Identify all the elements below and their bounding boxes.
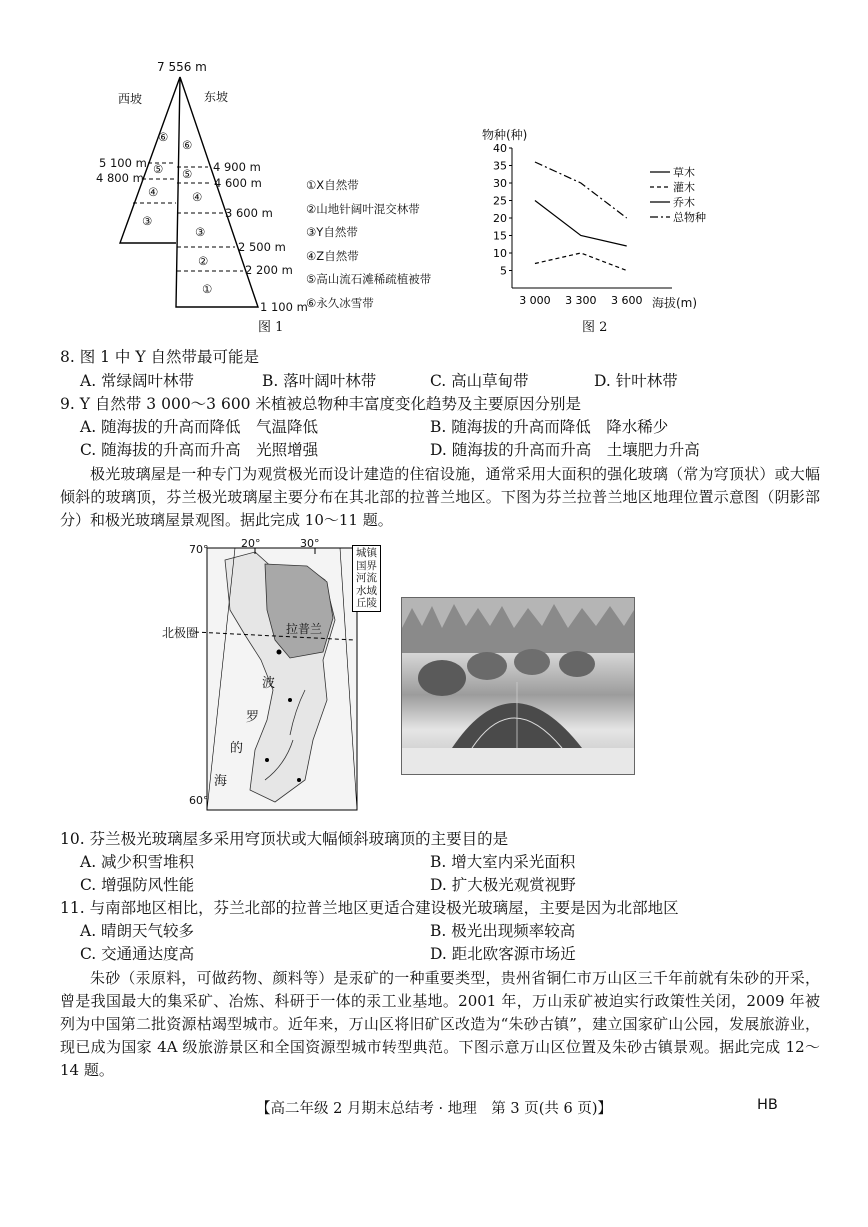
zone-mark: ④	[148, 185, 159, 199]
legend-item: 河流	[356, 572, 377, 584]
east-height-label: 3 600 m	[225, 206, 273, 220]
x-tick-label: 3 300	[565, 294, 597, 307]
legend-label: 草木	[673, 166, 695, 179]
q11-stem: 11. 与南部地区相比，芬兰北部的拉普兰地区更适合建设极光玻璃屋，主要是因为北部地区	[60, 899, 679, 917]
west-slope-label: 西坡	[118, 92, 143, 106]
lat-70: 70°	[189, 543, 209, 556]
map-legend	[352, 545, 381, 612]
zone-mark: ④	[192, 190, 203, 204]
footer-text: 【高二年级 2 月期末总结考 · 地理 第 3 页(共 6 页)】	[256, 1101, 612, 1117]
q8-option: A. 常绿阔叶林带	[80, 372, 195, 390]
y-tick-label: 10	[493, 247, 507, 260]
zone-mark: ⑤	[182, 167, 193, 181]
legend-item: ③Y自然带	[306, 225, 358, 239]
q9-option: C. 随海拔的升高而升高 光照增强	[80, 441, 319, 459]
q8-option: D. 针叶林带	[594, 372, 678, 390]
zone-mark: ⑤	[153, 162, 164, 176]
legend-item: 水域	[356, 584, 377, 597]
legend-item: ④Z自然带	[306, 248, 359, 263]
fig2-caption: 图 2	[582, 320, 608, 335]
chart-xlabel: 海拔(m)	[652, 296, 698, 310]
y-tick-label: 30	[493, 177, 507, 190]
y-tick-label: 40	[493, 142, 507, 155]
legend-item: 丘陵	[356, 597, 377, 609]
east-height-label: 2 500 m	[238, 240, 286, 254]
series-line-总物种	[535, 162, 627, 218]
igloo-illustration	[402, 598, 634, 774]
q10-option: B. 增大室内采光面积	[430, 853, 576, 871]
legend-item: ①X自然带	[306, 178, 359, 192]
footer-code: HB	[757, 1097, 778, 1113]
east-height-label: 1 100 m	[260, 300, 308, 314]
west-height-label: 5 100 m	[99, 156, 147, 170]
east-height-label: 2 200 m	[245, 263, 293, 277]
series-line-灌木	[535, 253, 627, 271]
glass-igloo-photo	[401, 597, 635, 775]
q11-option: B. 极光出现频率较高	[430, 922, 576, 940]
east-height-label: 4 900 m	[213, 160, 261, 174]
q9-option: D. 随海拔的升高而升高 土壤肥力升高	[430, 441, 700, 459]
y-tick-label: 20	[493, 212, 507, 225]
zone-mark: ①	[202, 282, 213, 296]
legend-item: ⑤高山流石滩稀疏植被带	[306, 272, 432, 286]
q9-stem: 9. Y 自然带 3 000～3 600 米植被总物种丰富度变化趋势及主要原因分别是	[60, 395, 581, 413]
zone-mark: ②	[198, 254, 209, 268]
legend-label: 乔木	[673, 196, 695, 209]
x-tick-label: 3 000	[519, 294, 551, 307]
y-tick-label: 35	[493, 159, 507, 173]
fig1-caption: 图 1	[258, 320, 284, 335]
q10-option: A. 减少积雪堆积	[80, 853, 195, 871]
chart-ylabel: 物种(种)	[482, 128, 528, 142]
q9-option: B. 随海拔的升高而降低 降水稀少	[430, 418, 669, 436]
lon-30: 30°	[300, 537, 320, 550]
q10-option: D. 扩大极光观赏视野	[430, 876, 576, 894]
sea-char: 海	[214, 774, 228, 789]
y-tick-label: 5	[500, 264, 507, 278]
sea-char: 的	[230, 741, 244, 756]
passage-cinnabar: 朱砂（汞原料，可做药物、颜料等）是汞矿的一种重要类型，贵州省铜仁市万山区三千年前就有朱砂的开采，曾是我国最大的集采矿、冶炼、科研于一体的汞工业基地。2001 年，万山汞矿被迫实行政策性关闭，2009 年被列为中国第二批资源枯竭型城市。近年来，万山区将旧矿区改造为“朱砂古镇”，建立国家矿山公园，发展旅游业，现已成为国家 4A 级旅游景区和全国资源型城市转型典范。下图示意万山区位置及朱砂古镇景观。据此完成 12～14 题。	[60, 969, 820, 1079]
q8-option: C. 高山草甸带	[430, 372, 529, 390]
legend-label: 总物种	[673, 211, 706, 224]
series-line-草木	[535, 201, 627, 247]
legend-item: 国界	[356, 559, 377, 572]
q8-option: B. 落叶阔叶林带	[262, 372, 377, 390]
legend-label: 灌木	[673, 181, 695, 194]
q11-option: D. 距北欧客源市场近	[430, 945, 576, 963]
zone-mark: ⑥	[182, 138, 193, 152]
legend-item: ②山地针阔叶混交林带	[306, 201, 420, 216]
y-tick-label: 25	[493, 194, 507, 208]
zone-mark: ③	[195, 225, 206, 239]
lon-20: 20°	[241, 537, 261, 550]
arctic-circle-label: 北极圈	[162, 626, 199, 640]
east-slope-label: 东坡	[204, 90, 229, 104]
q10-stem: 10. 芬兰极光玻璃屋多采用穹顶状或大幅倾斜玻璃顶的主要目的是	[60, 830, 509, 848]
q9-option: A. 随海拔的升高而降低 气温降低	[80, 418, 319, 436]
q11-option: A. 晴朗天气较多	[80, 922, 195, 940]
legend-item: ⑥永久冰雪带	[306, 295, 374, 310]
q10-option: C. 增强防风性能	[80, 876, 195, 894]
x-tick-label: 3 600	[610, 294, 643, 307]
q8-stem: 8. 图 1 中 Y 自然带最可能是	[60, 348, 260, 366]
fig1-legend	[306, 174, 431, 315]
species-line-chart	[480, 140, 710, 315]
legend-item: 城镇	[356, 547, 377, 559]
west-height-label: 4 800 m	[96, 171, 144, 185]
y-tick-label: 15	[493, 229, 507, 243]
lat-60: 60°	[189, 794, 209, 807]
passage-aurora: 极光玻璃屋是一种专门为观赏极光而设计建造的住宿设施，通常采用大面积的强化玻璃（常为穹顶状）或大幅倾斜的玻璃顶，芬兰极光玻璃屋主要分布在其北部的拉普兰地区。下图为芬兰拉普兰地区地理位置示意图（阴影部分）和极光玻璃屋景观图。据此完成 10～11 题。	[60, 465, 820, 529]
east-height-label: 4 600 m	[214, 176, 262, 190]
summit-height: 7 556 m	[157, 60, 207, 74]
zone-mark: ③	[142, 214, 153, 228]
q11-option: C. 交通通达度高	[80, 945, 195, 963]
page-footer	[0, 1097, 868, 1118]
zone-mark: ⑥	[158, 130, 169, 144]
sea-char: 波	[262, 676, 276, 691]
sea-char: 罗	[246, 710, 260, 725]
lapland-label: 拉普兰	[286, 622, 323, 636]
